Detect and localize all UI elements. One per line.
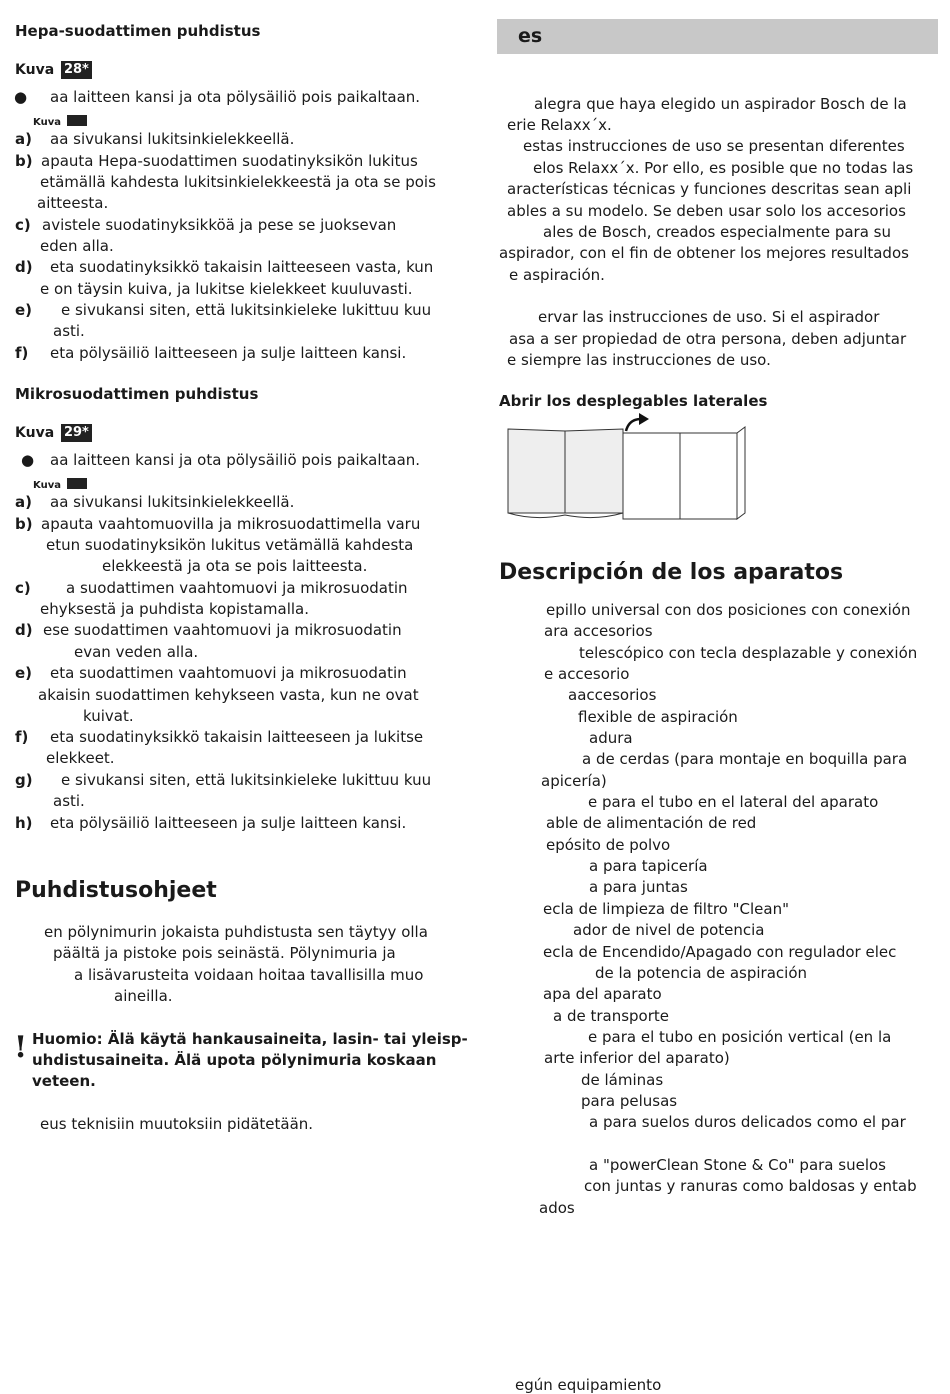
step-text: aitteesta. (37, 194, 109, 212)
desc-item: a para tapicería (589, 857, 708, 875)
step-text: apauta Hepa-suodattimen suodatinyksikön lukitus (41, 152, 418, 170)
intro-text: aspirador, con el fin de obtener los mejores resultados (499, 244, 909, 262)
intro-text: e aspiración. (509, 266, 605, 284)
step-text: aa sivukansi lukitsinkielekkeellä. (50, 493, 295, 511)
step-text: e on täysin kuiva, ja lukitse kielekkeet kuuluvasti. (40, 280, 413, 298)
step-text: apauta vaahtomuovilla ja mikrosuodattimella varu (41, 515, 421, 533)
small-kuva-label: Kuva (33, 480, 61, 491)
intro-text: ales de Bosch, creados especialmente para su (543, 223, 892, 241)
desc-item: a de cerdas (para montaje en boquilla para (582, 750, 908, 768)
warning-text: uhdistusaineita. Älä upota pölynimuria koskaan (32, 1051, 437, 1069)
step-text: elekkeestä ja ota se pois laitteesta. (102, 557, 368, 575)
step-text: e sivukansi siten, että lukitsinkieleke lukittuu kuu (61, 771, 432, 789)
desc-item: ecla de Encendido/Apagado con regulador elec (543, 943, 897, 961)
step-label: d) (15, 258, 33, 276)
figure-thumbnail-icon (67, 115, 87, 126)
desc-item: able de alimentación de red (546, 814, 757, 832)
step-label: b) (15, 152, 33, 170)
step-text: eta suodattimen vaahtomuovi ja mikrosuodatin (50, 664, 407, 682)
micro-figure-ref (15, 423, 92, 442)
fold-title: Abrir los desplegables laterales (499, 392, 768, 410)
step-label: f) (15, 728, 29, 746)
desc-item: ador de nivel de potencia (573, 921, 765, 939)
desc-item: telescópico con tecla desplazable y conexión (579, 644, 918, 662)
micro-small-figure-ref (33, 474, 87, 492)
kuva-label: Kuva (15, 62, 55, 78)
step-text: eta suodatinyksikkö takaisin laitteeseen vasta, kun (50, 258, 434, 276)
step-label: f) (15, 344, 29, 362)
micro-section-title: Mikrosuodattimen puhdistus (15, 385, 259, 403)
desc-item: con juntas y ranuras como baldosas y entab (584, 1177, 917, 1195)
bullet-icon: ● (21, 451, 35, 469)
step-label: g) (15, 771, 33, 789)
desc-item: ecla de limpieza de filtro "Clean" (543, 900, 789, 918)
step-text: elekkeet. (46, 749, 115, 767)
language-header (497, 19, 938, 54)
intro-text: alegra que haya elegido un aspirador Bosch de la (534, 95, 907, 113)
desc-item: a para suelos duros delicados como el par (589, 1113, 906, 1131)
step-label: a) (15, 493, 32, 511)
step-label: c) (15, 216, 31, 234)
intro-text: elos Relaxx´x. Por ello, es posible que no todas las (533, 159, 914, 177)
figure-number-badge: 28* (61, 61, 92, 79)
step-label: e) (15, 301, 33, 319)
step-text: asti. (53, 792, 85, 810)
language-code: es (518, 25, 543, 47)
step-label: c) (15, 579, 31, 597)
step-text: kuivat. (83, 707, 134, 725)
hepa-figure-ref (15, 60, 92, 79)
desc-title: Descripción de los aparatos (499, 560, 844, 585)
figure-number-badge: 29* (61, 424, 92, 442)
desc-item: ados (539, 1199, 575, 1217)
desc-item: apicería) (541, 772, 607, 790)
step-text: ehyksestä ja puhdista kopistamalla. (40, 600, 310, 618)
step-text: aa sivukansi lukitsinkielekkeellä. (50, 130, 295, 148)
intro-text: erie Relaxx´x. (507, 116, 612, 134)
micro-bullet-text: aa laitteen kansi ja ota pölysäiliö pois paikaltaan. (50, 451, 421, 469)
warning-text: veteen. (32, 1072, 96, 1090)
step-label: a) (15, 130, 32, 148)
intro-text: estas instrucciones de uso se presentan diferentes (523, 137, 905, 155)
desc-item: e para el tubo en el lateral del aparato (588, 793, 879, 811)
bullet-icon: ● (14, 88, 28, 106)
desc-item: adura (589, 729, 633, 747)
cleaning-title: Puhdistusohjeet (15, 878, 217, 903)
desc-item: arte inferior del aparato) (544, 1049, 730, 1067)
hepa-bullet-text: aa laitteen kansi ja ota pölysäiliö pois paikaltaan. (50, 88, 421, 106)
hepa-small-figure-ref (33, 111, 87, 129)
desc-item: a para juntas (589, 878, 688, 896)
desc-item: epósito de polvo (546, 836, 671, 854)
desc-item: a de transporte (553, 1007, 670, 1025)
desc-item: de láminas (581, 1071, 664, 1089)
keep-text: asa a ser propiedad de otra persona, deben adjuntar (509, 330, 907, 348)
step-text: a suodattimen vaahtomuovi ja mikrosuodatin (66, 579, 408, 597)
step-text: evan veden alla. (74, 643, 199, 661)
fold-out-illustration (505, 413, 750, 523)
desc-item: apa del aparato (543, 985, 662, 1003)
desc-item: e para el tubo en posición vertical (en la (588, 1028, 892, 1046)
desc-item: de la potencia de aspiración (595, 964, 808, 982)
step-text: eta pölysäiliö laitteeseen ja sulje laitteen kansi. (50, 344, 407, 362)
cleaning-text: a lisävarusteita voidaan hoitaa tavallisilla muo (74, 966, 424, 984)
step-text: ese suodattimen vaahtomuovi ja mikrosuodatin (43, 621, 402, 639)
step-text: eta pölysäiliö laitteeseen ja sulje laitteen kansi. (50, 814, 407, 832)
cleaning-text: en pölynimurin jokaista puhdistusta sen täytyy olla (44, 923, 428, 941)
keep-text: ervar las instrucciones de uso. Si el aspirador (538, 308, 880, 326)
step-text: etämällä kahdesta lukitsinkielekkeestä ja ota se pois (40, 173, 436, 191)
desc-item: aaccesorios (568, 686, 657, 704)
step-text: e sivukansi siten, että lukitsinkieleke lukittuu kuu (61, 301, 432, 319)
cleaning-text: aineilla. (114, 987, 173, 1005)
desc-item: a "powerClean Stone & Co" para suelos (589, 1156, 886, 1174)
step-label: e) (15, 664, 33, 682)
footnote: egún equipamiento (515, 1376, 662, 1394)
desc-item: flexible de aspiración (578, 708, 738, 726)
cleaning-text: päältä ja pistoke pois seinästä. Pölynimuria ja (53, 944, 396, 962)
step-text: akaisin suodattimen kehykseen vasta, kun ne ovat (38, 686, 419, 704)
desc-item: epillo universal con dos posiciones con conexión (546, 601, 911, 619)
desc-item: para pelusas (581, 1092, 678, 1110)
warning-icon: ! (14, 1030, 28, 1065)
small-kuva-label: Kuva (33, 117, 61, 128)
footer-note: eus teknisiin muutoksiin pidätetään. (40, 1115, 314, 1133)
figure-thumbnail-icon (67, 478, 87, 489)
step-text: etun suodatinyksikön lukitus vetämällä kahdesta (46, 536, 414, 554)
step-text: asti. (53, 322, 85, 340)
hepa-section-title: Hepa-suodattimen puhdistus (15, 22, 261, 40)
desc-item: ara accesorios (544, 622, 653, 640)
step-label: h) (15, 814, 33, 832)
step-text: avistele suodatinyksikköä ja pese se juoksevan (42, 216, 397, 234)
step-text: eta suodatinyksikkö takaisin laitteeseen ja lukitse (50, 728, 424, 746)
warning-text: Huomio: Älä käytä hankausaineita, lasin- tai yleisp- (32, 1030, 468, 1048)
intro-text: aracterísticas técnicas y funciones descritas sean apli (507, 180, 912, 198)
step-label: b) (15, 515, 33, 533)
step-label: d) (15, 621, 33, 639)
step-text: eden alla. (40, 237, 114, 255)
keep-text: e siempre las instrucciones de uso. (507, 351, 771, 369)
intro-text: ables a su modelo. Se deben usar solo los accesorios (507, 202, 906, 220)
desc-item: e accesorio (544, 665, 630, 683)
kuva-label: Kuva (15, 425, 55, 441)
